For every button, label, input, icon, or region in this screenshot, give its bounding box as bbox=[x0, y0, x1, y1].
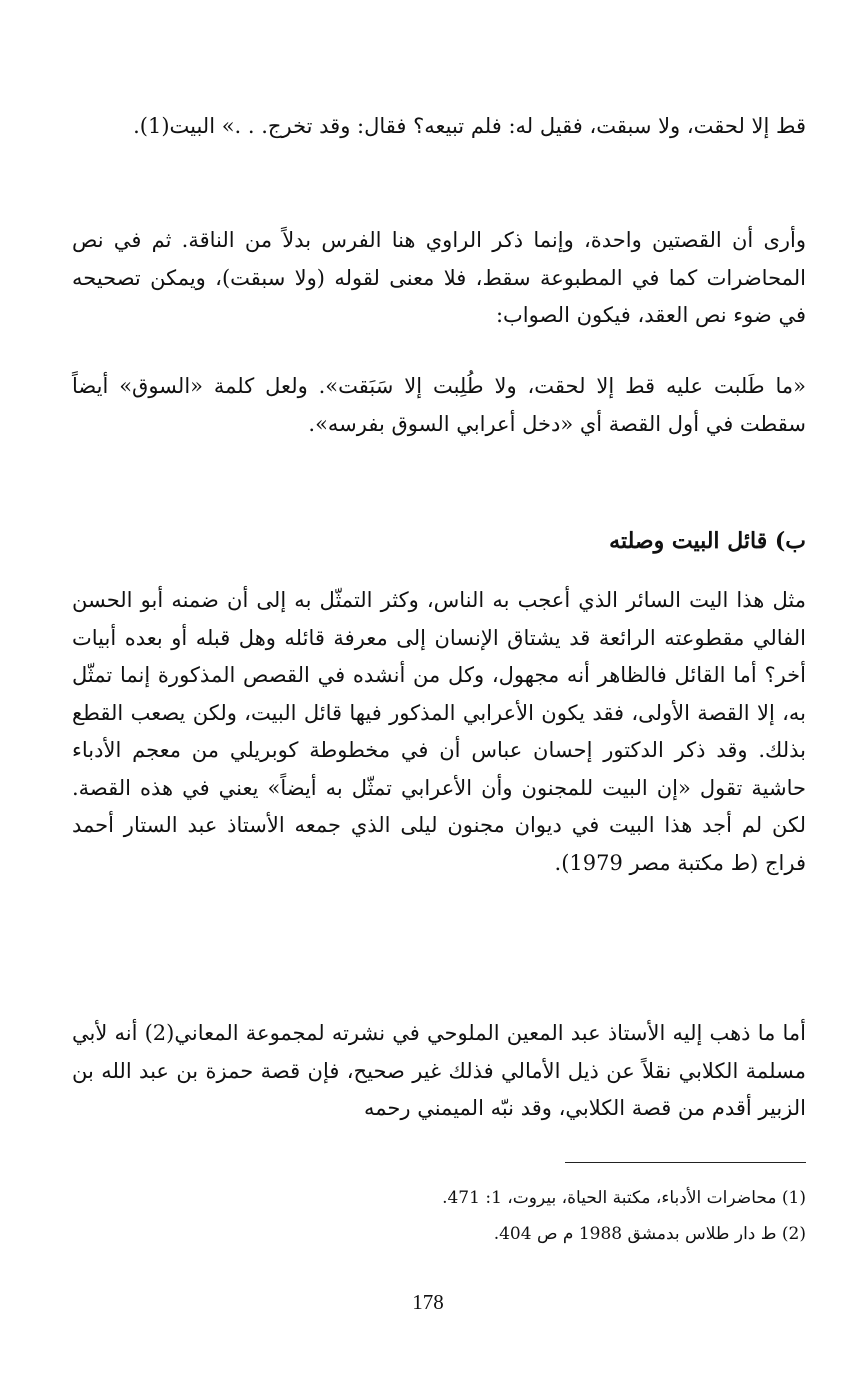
paragraph-text: أما ما ذهب إليه الأستاذ عبد المعين الملوحي في نشرته لمجموعة المعاني(2) أنه لأبي مسلمة الكلابي نقلاً عن ذيل الأمالي فذلك غير صحيح، فإن قصة حمزة بن عبد الله بن الزبير أقدم من قصة الكلابي، وقد نبّه الميمني رحمه bbox=[72, 1021, 806, 1120]
paragraph-text: وأرى أن القصتين واحدة، وإنما ذكر الراوي هنا الفرس بدلاً من الناقة. ثم في نص المحاضرات كما في المطبوعة سقط، فلا معنى لقوله (ولا سبقت)، ويمكن تصحيحه في ضوء نص العقد، فيكون الصواب: bbox=[72, 228, 806, 327]
paragraph-continuation bbox=[72, 108, 806, 146]
paragraph-three bbox=[72, 368, 806, 443]
paragraph-five bbox=[72, 1015, 806, 1128]
paragraph-two bbox=[72, 222, 806, 335]
section-heading bbox=[72, 523, 806, 561]
footnote-2: (2) ط دار طلاس بدمشق 1988 م ص 404. bbox=[493, 1224, 806, 1244]
footnote-1: (1) محاضرات الأدباء، مكتبة الحياة، بيروت، 1: 471. bbox=[442, 1188, 806, 1208]
paragraph-text: مثل هذا اليت السائر الذي أعجب به الناس، وكثر التمثّل به إلى أن ضمنه أبو الحسن الفالي مقطوعته الرائعة قد يشتاق الإنسان إلى معرفة قائله وهل قبله أو بعده أبيات أخر؟ أما القائل فالظاهر أنه مجهول، وكل من أنشده في القصص المذكورة إنما تمثّل به، إلا القصة الأولى، فقد يكون الأعرابي المذكور فيها قائل البيت، ولكن يصعب القطع بذلك. وقد ذكر الدكتور إحسان عباس أن في مخطوطة كوبريلي من معجم الأدباء حاشية تقول «إن البيت للمجنون وأن الأعرابي تمثّل به أيضاً» يعني في هذه القصة. لكن لم أجد هذا البيت في ديوان مجنون ليلى الذي جمعه الأستاذ عبد الستار أحمد فراج (ط مكتبة مصر 1979). bbox=[72, 588, 806, 875]
footnote-divider bbox=[565, 1162, 806, 1163]
paragraph-four bbox=[72, 582, 806, 882]
footnotes bbox=[72, 1180, 806, 1252]
heading-text: ب) قائل البيت وصلته bbox=[609, 528, 806, 554]
page-number: 178 bbox=[412, 1290, 444, 1314]
paragraph-text: قط إلا لحقت، ولا سبقت، فقيل له: فلم تبيعه؟ فقال: وقد تخرج. . .» البيت(1). bbox=[133, 114, 806, 138]
paragraph-text: «ما طَلبت عليه قط إلا لحقت، ولا طُلِبت إلا سَبَقت». ولعل كلمة «السوق» أيضاً سقطت في أول القصة أي «دخل أعرابي السوق بفرسه». bbox=[72, 374, 806, 436]
